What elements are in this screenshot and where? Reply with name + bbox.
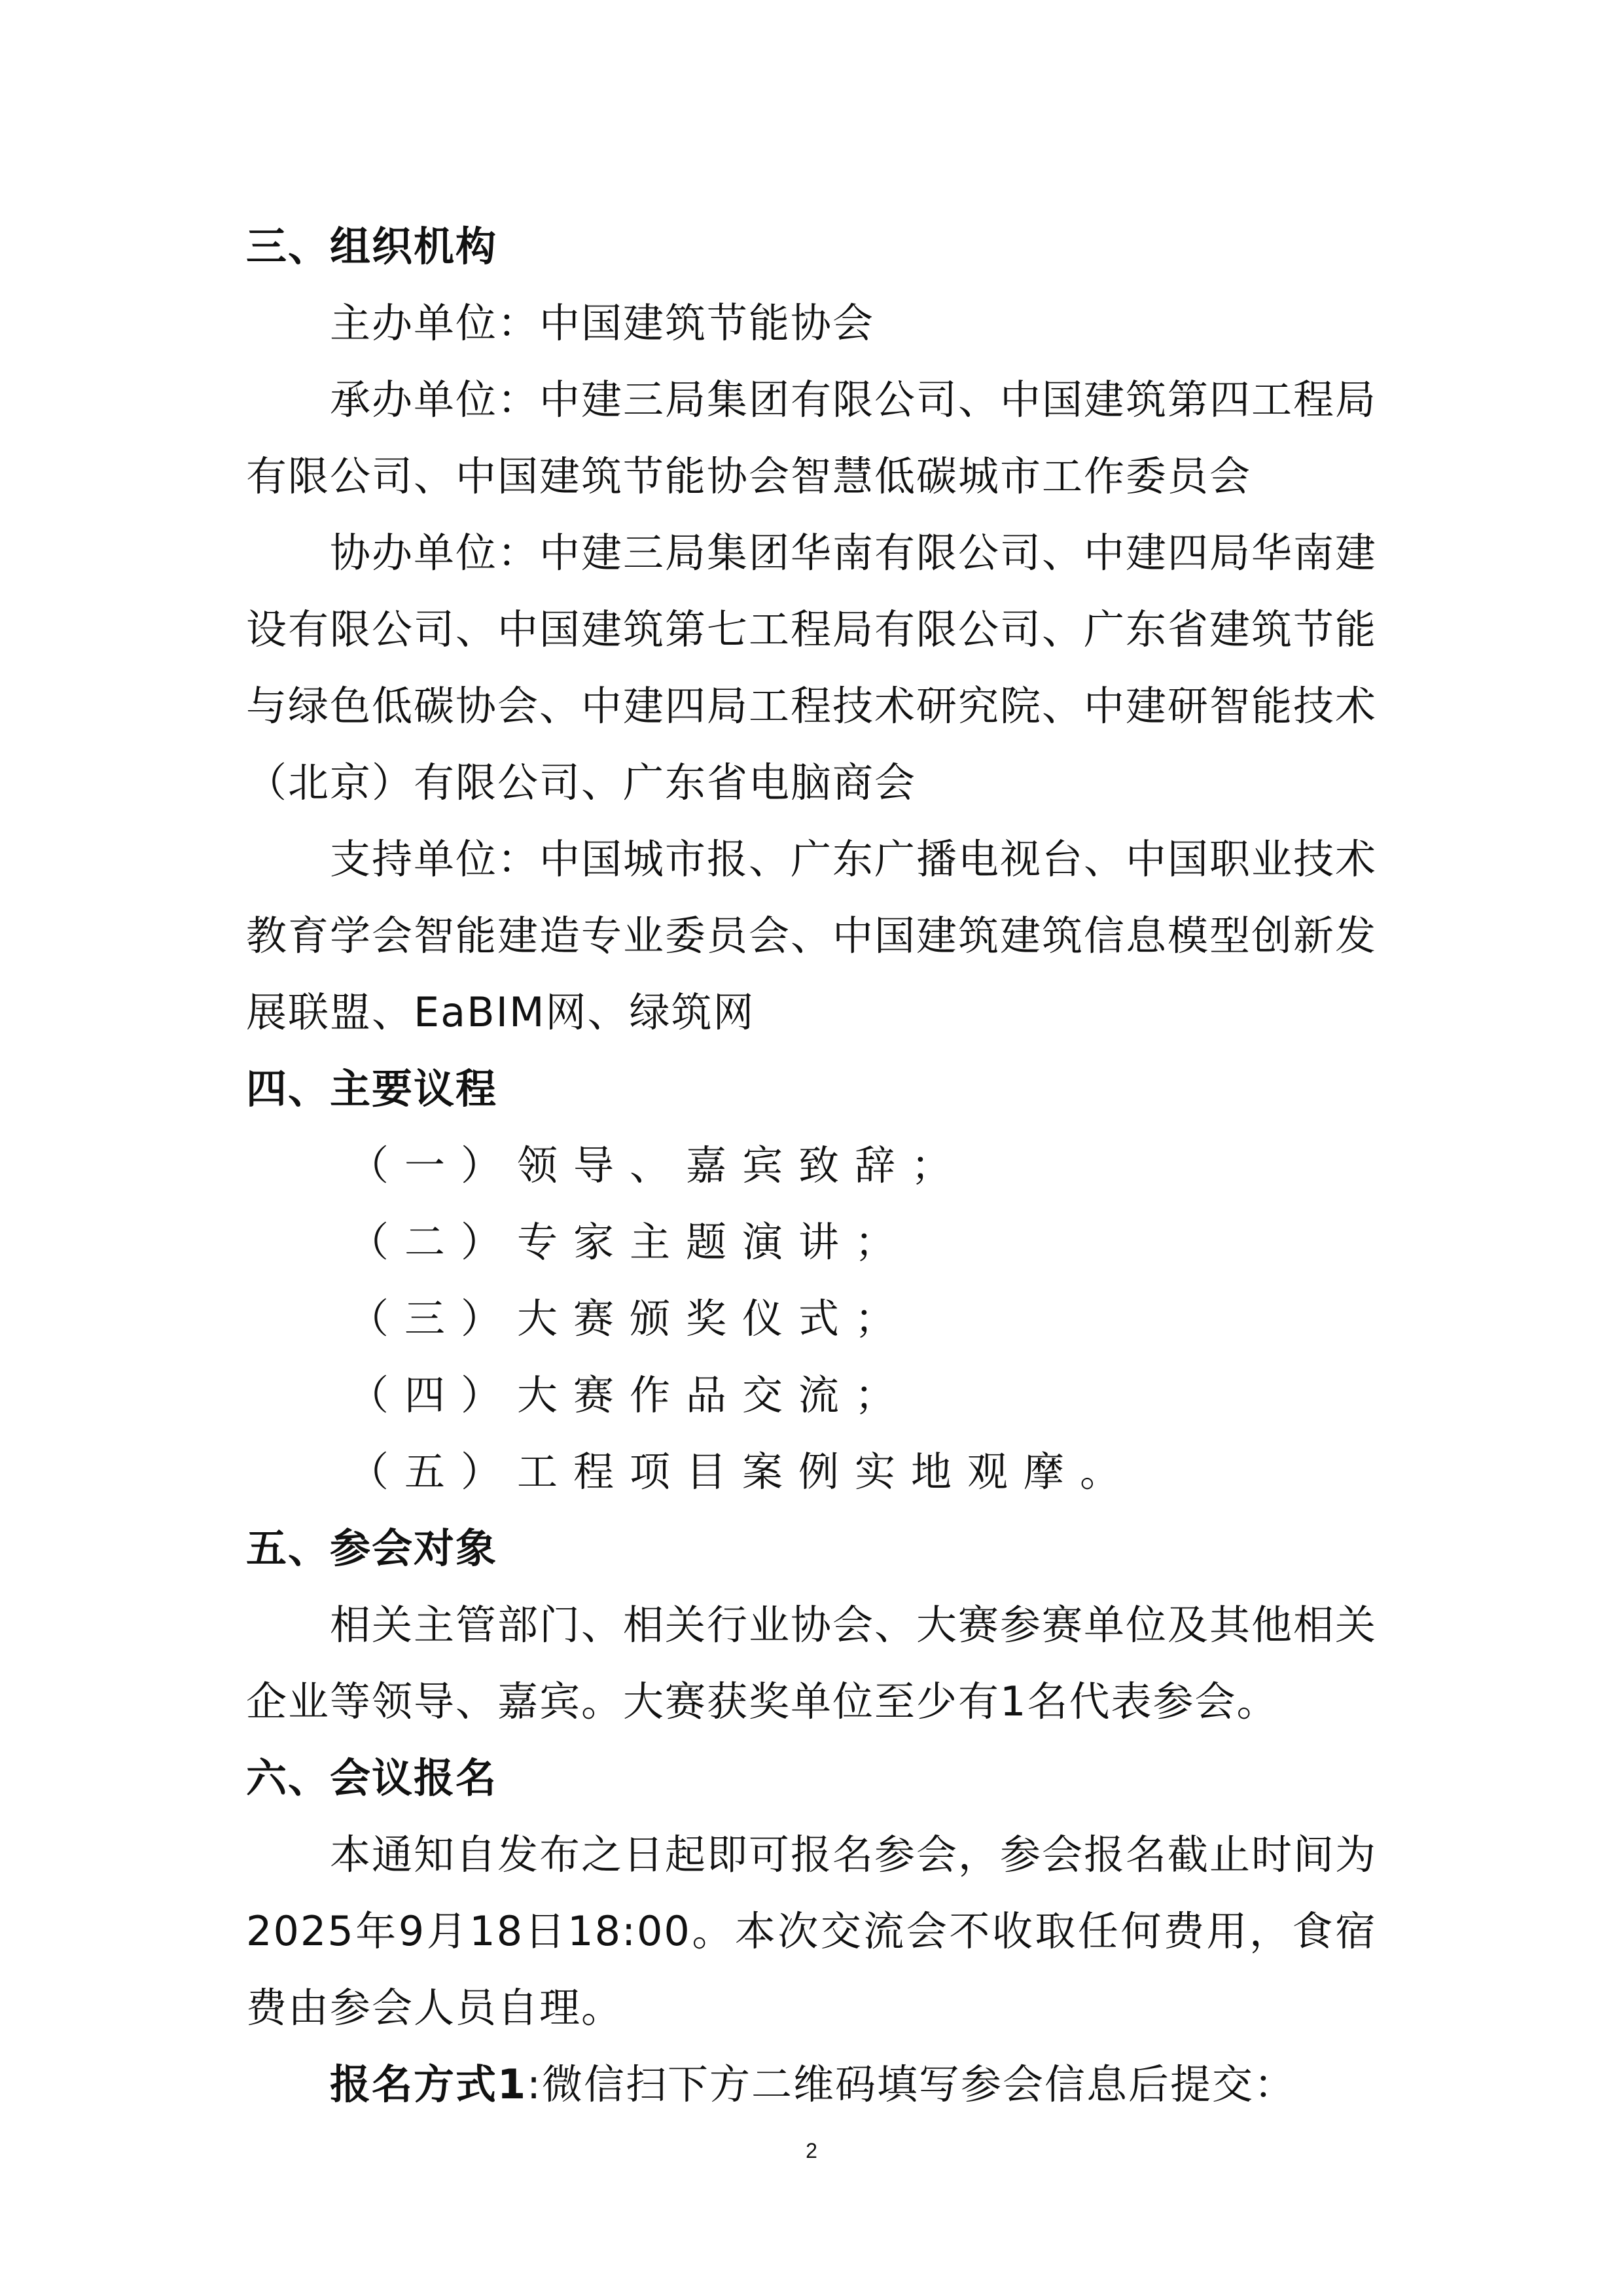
section-heading-organization: 三、组织机构 <box>246 223 498 270</box>
registration-paragraph: 本通知自发布之日起即可报名参会，参会报名截止时间为2025年9月18日18:00。本次交流会不收取任何费用，食宿费由参会人员自理。 <box>246 1831 1378 2032</box>
host-unit-paragraph: 主办单位：中国建筑节能协会 <box>330 299 875 347</box>
document-body <box>246 208 1377 2123</box>
registration-method-paragraph <box>246 2046 1377 2123</box>
agenda-item: （五）工程项目案例实地观摩。 <box>348 1448 1137 1496</box>
page-number: 2 <box>806 2139 817 2162</box>
attendees-paragraph: 相关主管部门、相关行业协会、大赛参赛单位及其他相关企业等领导、嘉宾。大赛获奖单位至少有1名代表参会。 <box>246 1601 1378 1725</box>
supporter-unit-paragraph: 支持单位：中国城市报、广东广播电视台、中国职业技术教育学会智能建造专业委员会、中国建筑建筑信息模型创新发展联盟、EaBIM网、绿筑网 <box>246 835 1378 1036</box>
organizer-unit-paragraph: 承办单位：中建三局集团有限公司、中国建筑第四工程局有限公司、中国建筑节能协会智慧低碳城市工作委员会 <box>246 376 1378 500</box>
registration-method-text: :微信扫下方二维码填写参会信息后提交： <box>527 2060 1296 2108</box>
section-heading-agenda: 四、主要议程 <box>246 1065 498 1113</box>
agenda-item: （二）专家主题演讲； <box>348 1218 912 1266</box>
agenda-item: （一）领导、嘉宾致辞； <box>348 1141 968 1189</box>
registration-method-label: 报名方式1 <box>330 2060 527 2108</box>
agenda-list <box>246 1127 1377 1510</box>
co-organizer-unit-paragraph: 协办单位：中建三局集团华南有限公司、中建四局华南建设有限公司、中国建筑第七工程局有限公司、广东省建筑节能与绿色低碳协会、中建四局工程技术研究院、中建研智能技术（北京）有限公司、广东省电脑商会 <box>246 529 1378 806</box>
agenda-item: （四）大赛作品交流； <box>348 1371 912 1419</box>
agenda-item: （三）大赛颁奖仪式； <box>348 1295 912 1342</box>
section-heading-attendees: 五、参会对象 <box>246 1524 498 1572</box>
section-heading-registration: 六、会议报名 <box>246 1754 498 1802</box>
